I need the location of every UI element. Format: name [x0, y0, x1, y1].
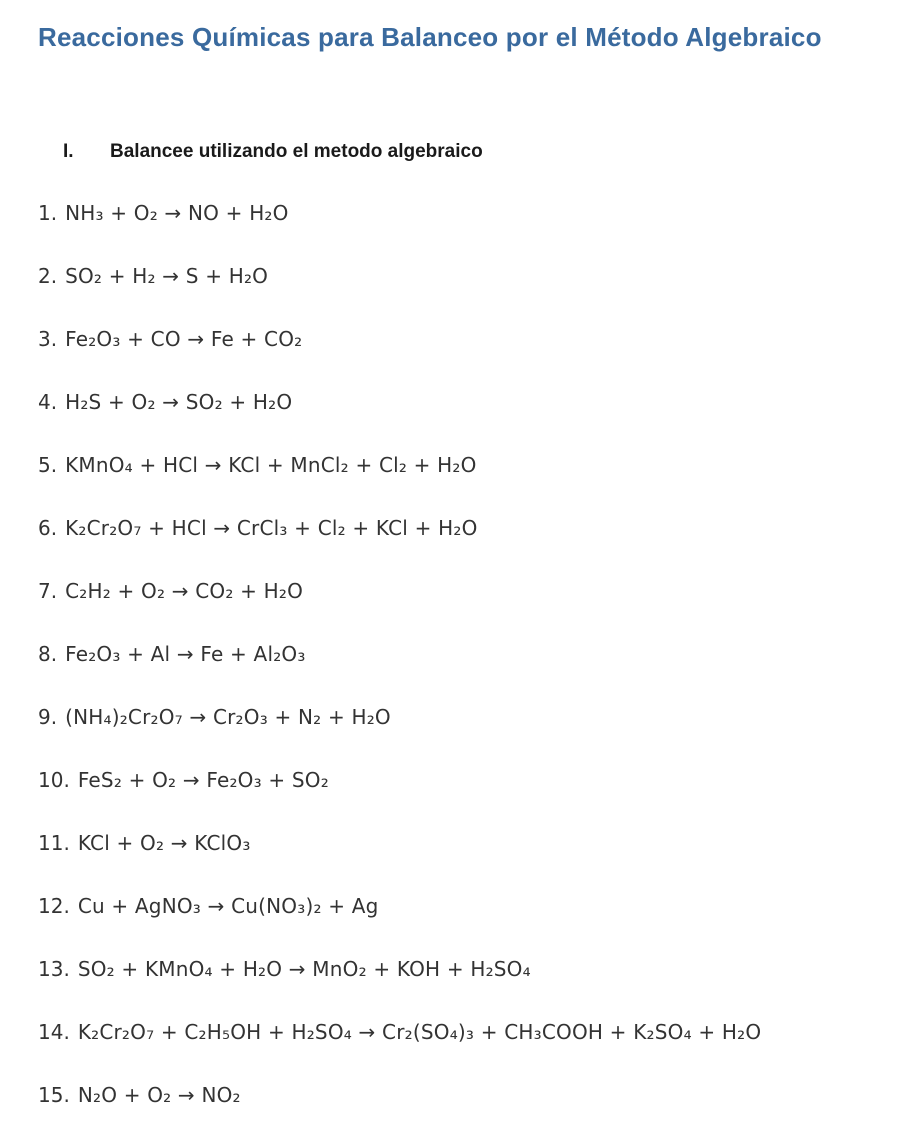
equation-row	[0, 748, 918, 811]
section-heading-text: Balancee utilizando el metodo algebraico	[110, 141, 483, 162]
equation-number: 14.	[38, 1019, 70, 1044]
equation-formula: (NH₄)₂Cr₂O₇ → Cr₂O₃ + N₂ + H₂O	[65, 704, 391, 729]
equation-list	[0, 181, 918, 1126]
equation-row	[0, 937, 918, 1000]
equation-formula: KCl + O₂ → KClO₃	[77, 830, 251, 855]
equation-formula: SO₂ + KMnO₄ + H₂O → MnO₂ + KOH + H₂SO₄	[77, 956, 531, 981]
equation-formula: Cu + AgNO₃ → Cu(NO₃)₂ + Ag	[77, 893, 379, 918]
equation-formula: N₂O + O₂ → NO₂	[77, 1082, 241, 1107]
equation-row	[0, 181, 918, 244]
equation-row	[0, 244, 918, 307]
equation-row	[0, 370, 918, 433]
equation-formula: K₂Cr₂O₇ + C₂H₅OH + H₂SO₄ → Cr₂(SO₄)₃ + CH₃COOH + K₂SO₄ + H₂O	[77, 1019, 762, 1044]
equation-number: 13.	[38, 956, 70, 981]
equation-row	[0, 622, 918, 685]
equation-number: 7.	[38, 578, 58, 603]
equation-row	[0, 307, 918, 370]
equation-number: 12.	[38, 893, 70, 918]
section-heading	[0, 141, 918, 163]
equation-row	[0, 496, 918, 559]
equation-formula: KMnO₄ + HCl → KCl + MnCl₂ + Cl₂ + H₂O	[65, 452, 477, 477]
equation-number: 5.	[38, 452, 58, 477]
equation-formula: H₂S + O₂ → SO₂ + H₂O	[65, 389, 293, 414]
equation-formula: SO₂ + H₂ → S + H₂O	[65, 263, 269, 288]
equation-formula: FeS₂ + O₂ → Fe₂O₃ + SO₂	[77, 767, 329, 792]
equation-number: 15.	[38, 1082, 70, 1107]
equation-number: 1.	[38, 200, 58, 225]
equation-number: 9.	[38, 704, 58, 729]
equation-row	[0, 874, 918, 937]
equation-row	[0, 433, 918, 496]
equation-formula: K₂Cr₂O₇ + HCl → CrCl₃ + Cl₂ + KCl + H₂O	[65, 515, 478, 540]
equation-number: 6.	[38, 515, 58, 540]
equation-number: 11.	[38, 830, 70, 855]
equation-number: 8.	[38, 641, 58, 666]
equation-row	[0, 1000, 918, 1063]
equation-row	[0, 1063, 918, 1126]
equation-row	[0, 685, 918, 748]
equation-number: 2.	[38, 263, 58, 288]
equation-formula: Fe₂O₃ + CO → Fe + CO₂	[65, 326, 303, 351]
equation-formula: C₂H₂ + O₂ → CO₂ + H₂O	[65, 578, 304, 603]
equation-row	[0, 811, 918, 874]
equation-formula: NH₃ + O₂ → NO + H₂O	[65, 200, 289, 225]
equation-number: 4.	[38, 389, 58, 414]
equation-number: 3.	[38, 326, 58, 351]
equation-row	[0, 559, 918, 622]
equation-number: 10.	[38, 767, 70, 792]
section-numeral: I.	[63, 141, 74, 162]
page-title: Reacciones Químicas para Balanceo por el Método Algebraico	[38, 22, 822, 52]
equation-formula: Fe₂O₃ + Al → Fe + Al₂O₃	[65, 641, 306, 666]
